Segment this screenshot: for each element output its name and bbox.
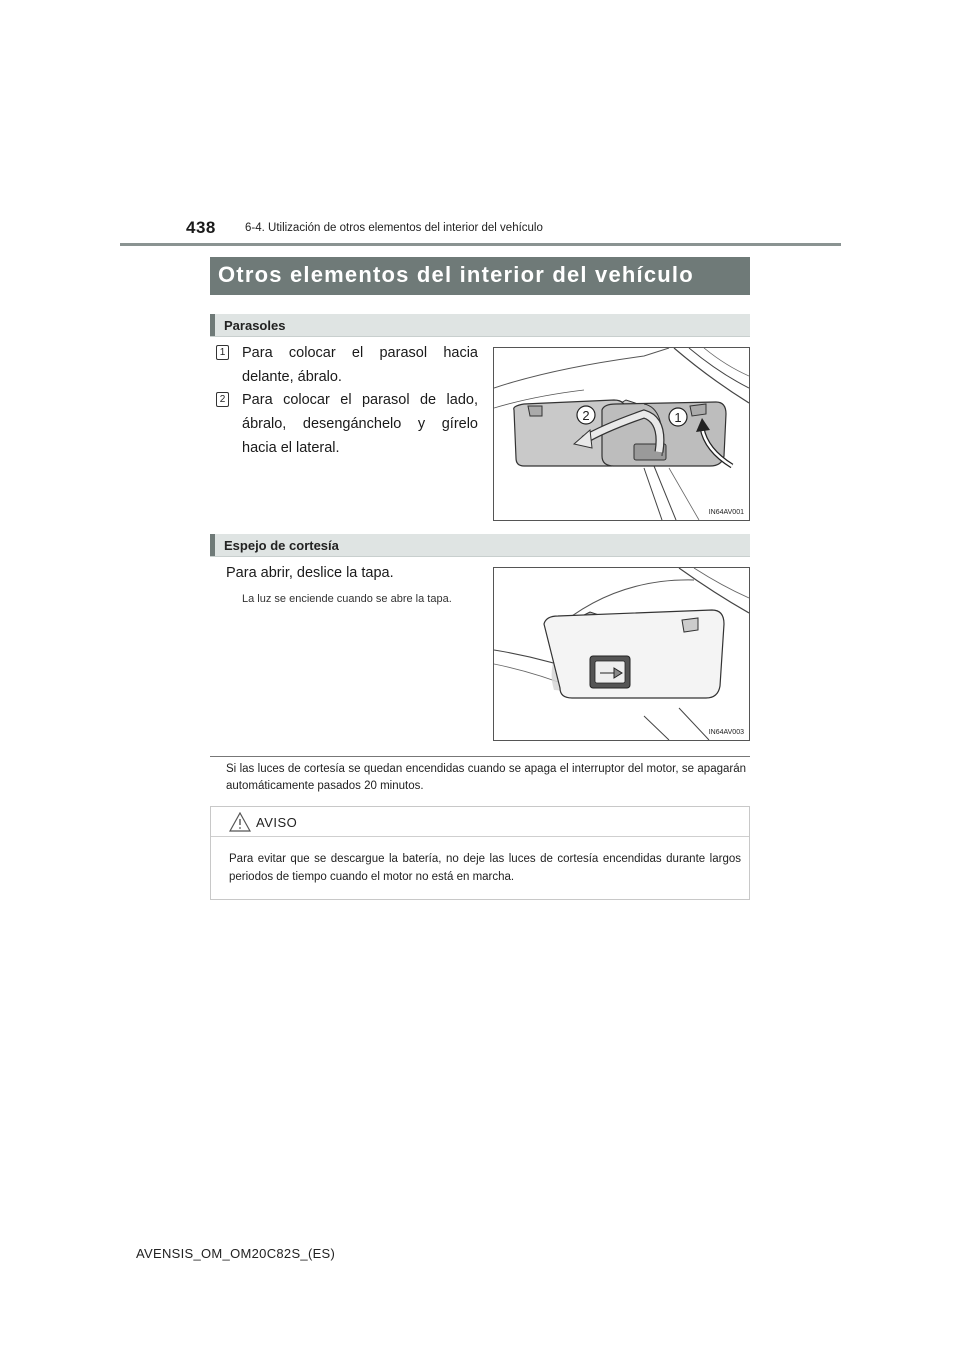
note-rule <box>210 756 750 757</box>
header-rule <box>120 243 841 246</box>
page-title-bar <box>210 257 750 295</box>
warning-text: Para evitar que se descargue la batería, no deje las luces de cortesía encendidas durante largos periodos de tiempo cuando el motor no está en marcha. <box>229 853 741 883</box>
sun-visor-illustration <box>494 348 749 520</box>
vanity-mirror-illustration <box>494 568 749 740</box>
figure-vanity-mirror <box>493 567 750 741</box>
section-accent <box>210 314 215 336</box>
callout-label: 2 <box>582 408 590 423</box>
espejo-instruction: Para abrir, deslice la tapa. <box>226 565 394 581</box>
callout-label: 1 <box>674 410 682 425</box>
section-heading-label: Espejo de cortesía <box>224 538 339 553</box>
footer-document-code: AVENSIS_OM_OM20C82S_(ES) <box>136 1246 336 1261</box>
text-line: Para colocar el parasol de lado, <box>242 392 478 408</box>
text-line: ábralo, desengánchelo y gírelo <box>242 416 478 432</box>
courtesy-light-note: Si las luces de cortesía se quedan encendidas cuando se apaga el interruptor del motor, se apagarán automáticamente pasados 20 minutos. <box>226 763 746 792</box>
warning-label: AVISO <box>256 815 298 830</box>
section-heading-label: Parasoles <box>224 318 286 333</box>
section-heading-espejo <box>210 534 750 557</box>
warning-box <box>210 806 750 900</box>
espejo-note: La luz se enciende cuando se abre la tapa. <box>242 593 452 605</box>
step-marker-1: 1 <box>216 345 229 360</box>
step-text-1 <box>242 341 478 389</box>
text-line: hacia el lateral. <box>242 440 340 456</box>
page-title: Otros elementos del interior del vehículo <box>218 262 694 287</box>
figure-code: IN64AV003 <box>708 729 744 736</box>
warning-header <box>211 807 749 837</box>
running-header: 6-4. Utilización de otros elementos del interior del vehículo <box>245 222 543 234</box>
section-accent <box>210 534 215 556</box>
text-line: Para colocar el parasol hacia <box>242 345 478 361</box>
text-line: delante, ábralo. <box>242 369 342 385</box>
section-heading-parasoles <box>210 314 750 337</box>
warning-triangle-icon <box>229 812 251 832</box>
page-number: 438 <box>186 218 216 237</box>
figure-code: IN64AV001 <box>708 509 744 516</box>
figure-sun-visor <box>493 347 750 521</box>
step-marker-2: 2 <box>216 392 229 407</box>
step-text-2 <box>242 388 478 460</box>
